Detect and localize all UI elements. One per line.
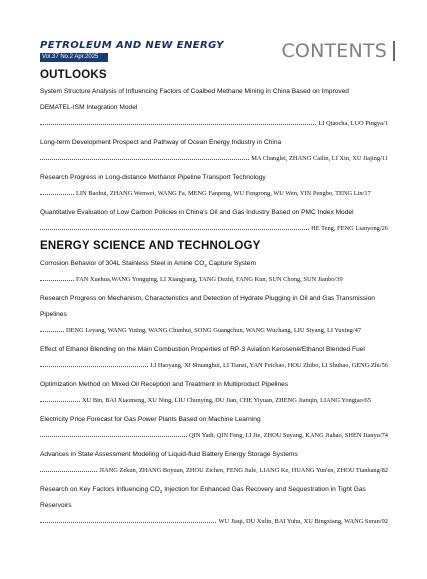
entry-title: Research Progress in Long-distance Methanol Pipeline Transport Technology xyxy=(40,174,266,181)
leader-dots xyxy=(40,190,74,195)
entry-title: System Structure Analysis of Influencing Factors of Coalbed Methane Mining in China Based on Improved xyxy=(40,88,349,95)
volume-badge: Vol.37 No.2 Apr.2025 xyxy=(40,53,108,62)
entry-authors: MA Changlei, ZHANG Cailin, LI Xin, XU Jiajing/11 xyxy=(40,154,388,163)
entry-authors: FAN Xuehua,WANG Yongqing, LI Xiangyang, TANG Dezhi, FANG Kun, SUN Chong, SUN Jianbo/39 xyxy=(40,275,388,284)
toc-entry[interactable] xyxy=(40,485,388,526)
entry-authors: QIN Yadi, QIN Feng, LI Jie, ZHOU Suyang, KANG Jiahao, SHEN Jianyu/74 xyxy=(40,431,388,440)
section-heading-outlooks: OUTLOOKS xyxy=(40,69,107,81)
contents-heading: CONTENTS xyxy=(281,40,387,62)
leader-dots xyxy=(40,362,148,367)
entry-title-cont: Reservoirs xyxy=(40,502,72,509)
toc-entry[interactable] xyxy=(40,259,388,284)
toc-entry[interactable] xyxy=(40,294,388,335)
toc-entry[interactable] xyxy=(40,450,388,475)
entry-authors: LI Haoyang, XI Shuanghui, LI Tianzi, YAN Feichao, HOU Zhibo, LI Shuhao, GENG Zhi/56 xyxy=(40,361,388,370)
entry-title: Quantitative Evaluation of Low Carbon Policies in China's Oil and Gas Industry Based on PMC Index Model xyxy=(40,209,354,216)
leader-dots xyxy=(40,397,80,402)
entry-title: Effect of Ethanol Blending on the Main Combustion Properties of RP-3 Aviation Kerosene/Ethanol Blended Fuel xyxy=(40,346,365,353)
toc-entry[interactable] xyxy=(40,208,388,233)
leader-dots xyxy=(40,467,97,472)
page-header xyxy=(40,40,395,68)
leader-dots xyxy=(40,120,316,125)
entry-authors: WU Jiaqi, DU Xulin, BAI Yuhu, XU Bingxiang, WANG Suran/92 xyxy=(40,517,388,526)
entry-title: Research on Key Factors Influencing $CO_2$ Injection for Enhanced Gas Recovery and Sequestration in Tight Gas xyxy=(40,486,366,494)
section-heading-energy-science: ENERGY SCIENCE AND TECHNOLOGY xyxy=(40,240,261,252)
entry-title: Electricity Price Forecast for Gas Power Plants Based on Machine Learning xyxy=(40,416,261,423)
toc-entry[interactable] xyxy=(40,380,388,405)
entry-authors: JIANG Zekun, ZHANG Boyuan, ZHOU Zichen, FENG Jiale, LIANG Ke, HUANG Yun'en, ZHOU Tianhang/82 xyxy=(40,466,388,475)
leader-dots xyxy=(40,432,187,437)
journal-title: PETROLEUM AND NEW ENERGY xyxy=(40,40,224,51)
entry-title: Advances in State Assessment Modeling of Liquid-fluid Battery Energy Storage Systems xyxy=(40,451,298,458)
toc-entry[interactable] xyxy=(40,173,388,198)
leader-dots xyxy=(40,327,64,332)
leader-dots xyxy=(40,518,216,523)
entry-authors: HE Teng, FENG Lianyong/26 xyxy=(40,224,388,233)
entry-title: Research Progress on Mechanism, Characteristics and Detection of Hydrate Plugging in Oil and Gas Transmission xyxy=(40,295,375,302)
leader-dots xyxy=(40,155,249,160)
entry-authors: LI Qiaocha, LUO Pingya/1 xyxy=(40,119,388,128)
leader-dots xyxy=(40,225,309,230)
entry-authors: XU Bin, BAI Xiaomeng, XU Ning, LIU Chunying, DU Jian, CHE Yiyuan, ZHENG Jianqin, LIANG Yongtao/65 xyxy=(40,396,388,405)
entry-title: Long-term Development Prospect and Pathway of Ocean Energy Industry in China xyxy=(40,139,282,146)
outlooks-entries xyxy=(40,87,388,233)
leader-dots xyxy=(40,276,74,281)
entry-authors: DENG Leyang, WANG Yuting, WANG Chunhui, SONG Guangchun, WANG Wuchang, LIU Siyang, LI Yuxing/47 xyxy=(40,326,388,335)
toc-entry[interactable] xyxy=(40,138,388,163)
toc-entry[interactable] xyxy=(40,415,388,440)
entry-title-cont: Pipelines xyxy=(40,311,67,318)
entry-title: Corrosion Behavior of 304L Stainless Steel in Amine $CO_2$ Capture System xyxy=(40,260,256,268)
toc-entry[interactable] xyxy=(40,345,388,370)
contents-divider xyxy=(393,41,395,61)
toc-entry[interactable] xyxy=(40,87,388,128)
energy-science-entries xyxy=(40,259,388,526)
entry-title-cont: DEMATEL-ISM Integration Model xyxy=(40,104,138,111)
entry-title: Optimization Method on Mixed Oil Reception and Treatment in Multiproduct Pipelines xyxy=(40,381,289,388)
entry-authors: LIN Baohui, ZHANG Wenwei, WANG Fa, MENG Fanpeng, WU Fengrong, WU Wen, YIN Pengbo, TENG Lin/17 xyxy=(40,189,388,198)
